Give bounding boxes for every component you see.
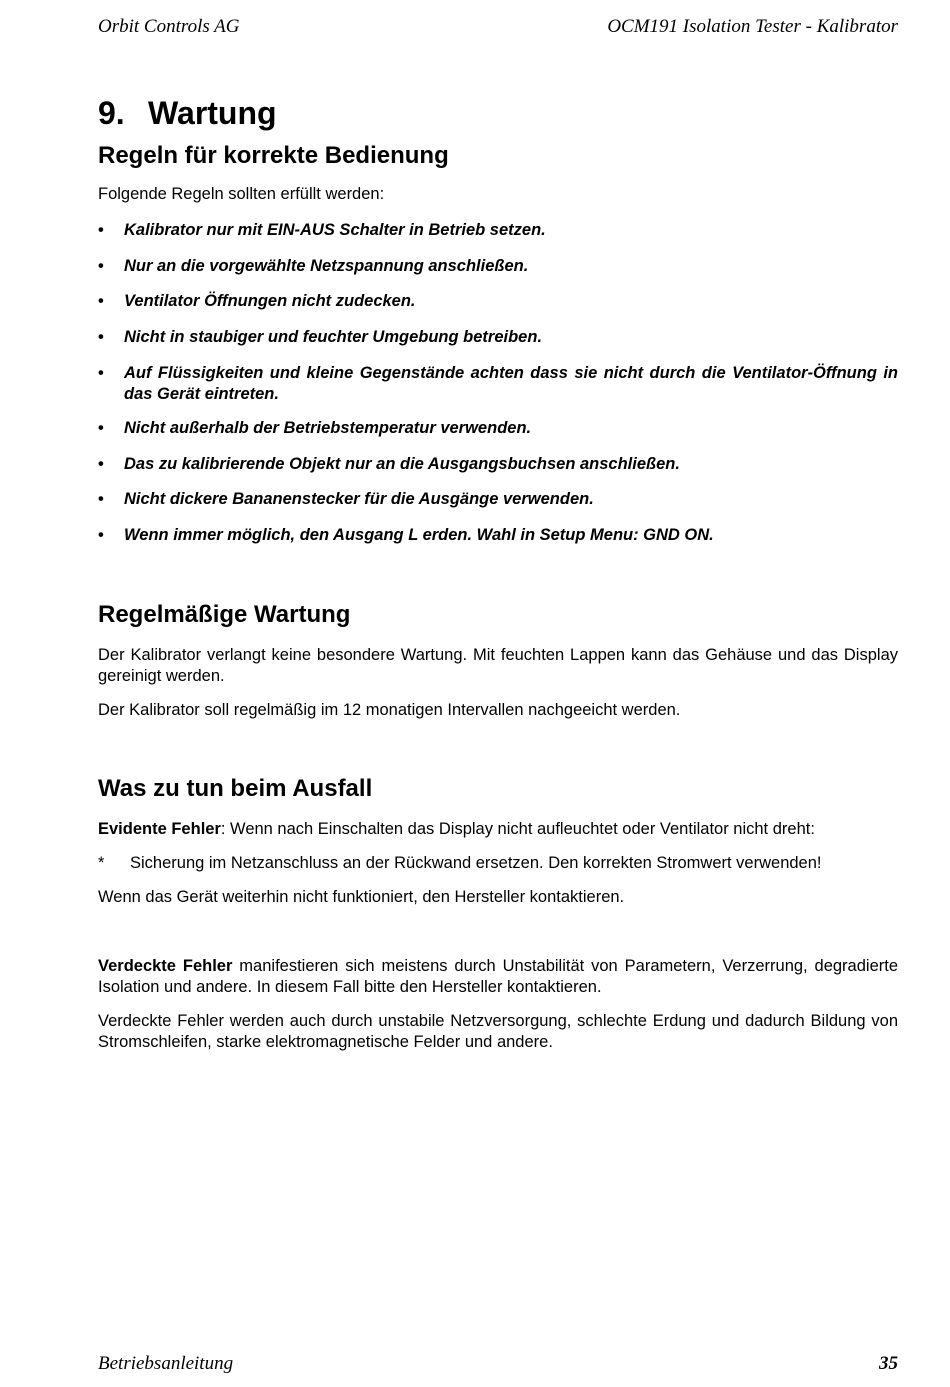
- maintenance-heading: Regelmäßige Wartung: [98, 601, 351, 628]
- header-document-title: OCM191 Isolation Tester - Kalibrator: [607, 16, 898, 37]
- rule-item: • Nicht in staubiger und feuchter Umgebung betreiben.: [98, 328, 543, 346]
- header-company: Orbit Controls AG: [98, 16, 240, 37]
- rule-item: • Auf Flüssigkeiten und kleine Gegenstände achten dass sie nicht durch die Ventilator-Öffnung in das Gerät eintreten.: [98, 364, 898, 403]
- contact-manufacturer-text: Wenn das Gerät weiterhin nicht funktioniert, den Hersteller kontaktieren.: [98, 888, 625, 906]
- rule-item: • Wenn immer möglich, den Ausgang L erden. Wahl in Setup Menu: GND ON.: [98, 526, 714, 544]
- bullet-marker: •: [98, 292, 104, 310]
- evident-errors-label: Evidente Fehler: [98, 820, 221, 838]
- rule-item: • Nur an die vorgewählte Netzspannung anschließen.: [98, 257, 529, 275]
- bullet-marker: •: [98, 328, 104, 346]
- hidden-errors-paragraph-2: Verdeckte Fehler werden auch durch unstabile Netzversorgung, schlechte Erdung und dadurch Bildung von Stromschleifen, starke elektromagnetische Felder und andere.: [98, 1012, 898, 1051]
- rule-item: • Nicht dickere Bananenstecker für die Ausgänge verwenden.: [98, 490, 594, 508]
- bullet-marker: •: [98, 419, 104, 437]
- bullet-marker: •: [98, 526, 104, 544]
- maintenance-paragraph-2: Der Kalibrator soll regelmäßig im 12 monatigen Intervallen nachgeeicht werden.: [98, 701, 681, 719]
- footer-manual-label: Betriebsanleitung: [98, 1353, 234, 1374]
- bullet-marker: •: [98, 364, 104, 382]
- bullet-marker: •: [98, 490, 104, 508]
- fuse-instruction: * Sicherung im Netzanschluss an der Rückwand ersetzen. Den korrekten Stromwert verwenden!: [98, 854, 822, 872]
- rule-item: • Nicht außerhalb der Betriebstemperatur verwenden.: [98, 419, 532, 437]
- failure-heading: Was zu tun beim Ausfall: [98, 775, 373, 802]
- bullet-marker: •: [98, 221, 104, 239]
- page-number: 35: [879, 1353, 898, 1374]
- asterisk-marker: *: [98, 854, 105, 872]
- bullet-marker: •: [98, 257, 104, 275]
- hidden-errors-paragraph: Verdeckte Fehler manifestieren sich meistens durch Unstabilität von Parametern, Verzerrung, degradierte Isolation und andere. In diesem Fall bitte den Hersteller kontaktieren.: [98, 957, 899, 996]
- maintenance-paragraph-1: Der Kalibrator verlangt keine besondere Wartung. Mit feuchten Lappen kann das Gehäuse und das Display gereinigt werden.: [98, 646, 898, 685]
- rules-heading: Regeln für korrekte Bedienung: [98, 142, 449, 169]
- chapter-heading: [98, 94, 898, 132]
- bullet-marker: •: [98, 455, 104, 473]
- hidden-errors-label: Verdeckte Fehler: [98, 957, 233, 975]
- chapter-title: Wartung: [148, 95, 277, 131]
- evident-errors-paragraph: Evidente Fehler: Wenn nach Einschalten das Display nicht aufleuchtet oder Ventilator nicht dreht:: [98, 820, 815, 838]
- rule-item: • Kalibrator nur mit EIN-AUS Schalter in Betrieb setzen.: [98, 221, 546, 239]
- rule-item: • Ventilator Öffnungen nicht zudecken.: [98, 292, 416, 310]
- rule-item: • Das zu kalibrierende Objekt nur an die Ausgangsbuchsen anschließen.: [98, 455, 680, 473]
- chapter-number: 9.: [98, 95, 125, 131]
- rules-intro: Folgende Regeln sollten erfüllt werden:: [98, 185, 385, 203]
